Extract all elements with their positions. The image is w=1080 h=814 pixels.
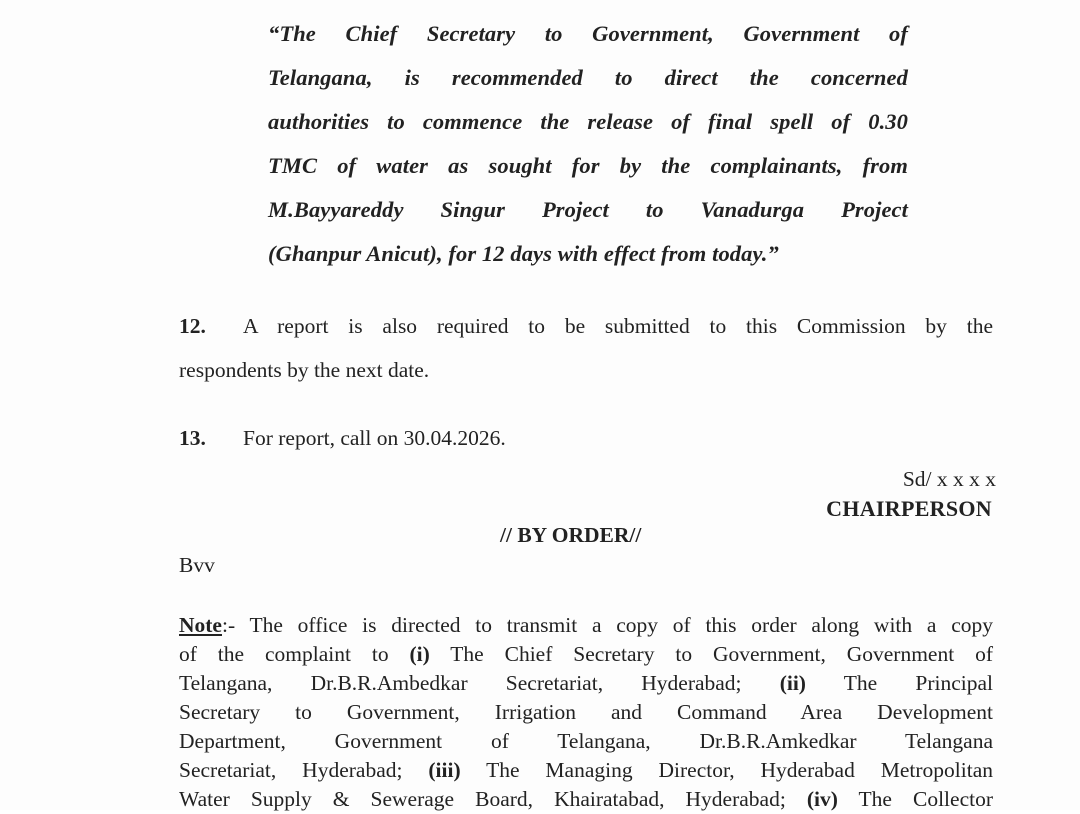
note-text: The Principal [805, 671, 993, 695]
quote-line: “The Chief Secretary to Government, Government of [268, 21, 908, 46]
by-order-label: // BY ORDER// [500, 523, 642, 547]
note-text: Department, Government of Telangana, Dr.B.R.Amkedkar Telangana [179, 729, 993, 753]
signature-sd: Sd/ x x x x [902, 467, 996, 491]
note-item-marker: (iii) [428, 758, 461, 782]
clerk-initials: Bvv [179, 553, 215, 577]
note-line [179, 756, 993, 785]
quote-line: M.Bayyareddy Singur Project to Vanadurga Project [268, 197, 908, 222]
note-text: The Chief Secretary to Government, Government of [429, 642, 993, 666]
quote-line: TMC of water as sought for by the complainants, from [268, 153, 908, 178]
paragraph-13 [179, 420, 993, 456]
note-text: The Managing Director, Hyderabad Metropolitan [460, 758, 993, 782]
note-item-marker: (iv) [806, 787, 838, 811]
note-label: Note [179, 613, 222, 637]
note-text: Secretary to Government, Irrigation and Command Area Development [179, 700, 993, 724]
note-item-marker: (i) [409, 642, 430, 666]
note-line [179, 669, 993, 698]
paragraph-text: A report is also required to be submitted to this Commission by the [243, 314, 993, 338]
quote-line: authorities to commence the release of final spell of 0.30 [268, 109, 908, 134]
paragraph-text: For report, call on 30.04.2026. [243, 426, 506, 450]
signatory-title: CHAIRPERSON [826, 496, 992, 521]
paragraph-number: 13. [179, 426, 206, 450]
paragraph-12 [179, 304, 993, 392]
quote-line: Telangana, is recommended to direct the concerned [268, 65, 908, 90]
note-line [179, 727, 993, 756]
note-text: :- The office is directed to transmit a copy of this order along with a copy [221, 613, 993, 637]
note-line [179, 611, 993, 640]
note-text: Telangana, Dr.B.R.Ambedkar Secretariat, Hyderabad; [179, 671, 780, 695]
note-text: of the complaint to [179, 642, 410, 666]
recommendation-quote [268, 12, 908, 276]
paragraph-line [179, 304, 993, 348]
note-line [179, 698, 993, 727]
note-text: Water Supply & Sewerage Board, Khairatabad, Hyderabad; [179, 787, 807, 811]
note-item-marker: (ii) [779, 671, 806, 695]
note-text: The Collector [837, 787, 993, 811]
transmission-note [179, 611, 993, 814]
quote-line: (Ghanpur Anicut), for 12 days with effect from today.” [268, 241, 779, 266]
paragraph-number: 12. [179, 314, 206, 338]
note-text: Secretariat, Hyderabad; [179, 758, 429, 782]
signature-block [826, 464, 996, 524]
note-line [179, 640, 993, 669]
paragraph-line: respondents by the next date. [179, 358, 430, 382]
